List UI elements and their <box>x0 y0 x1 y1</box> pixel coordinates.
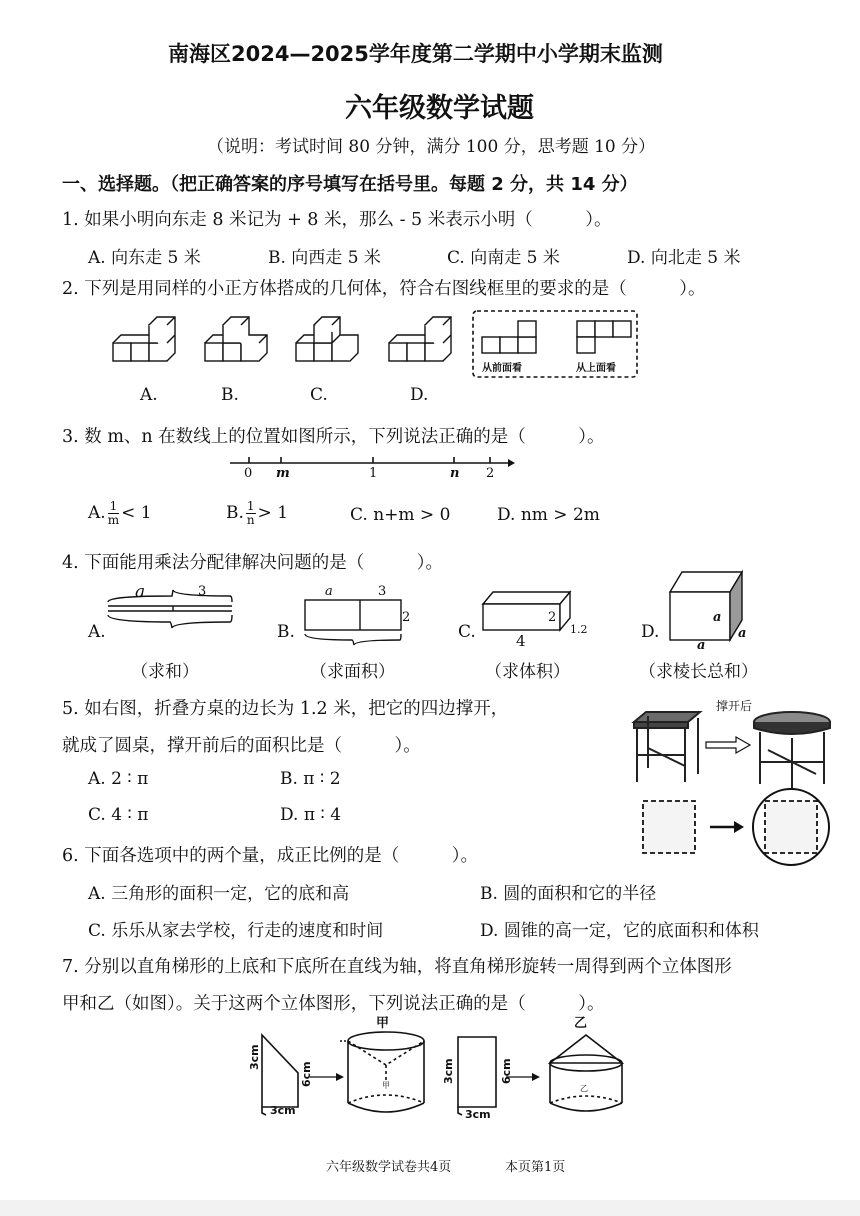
q2-label-a: A. <box>140 385 158 405</box>
q5-option-c: C. 4 ∶ π <box>88 805 149 825</box>
q3-stem: 3. 数 m、n 在数线上的位置如图所示，下列说法正确的是（ ）。 <box>62 427 605 447</box>
inner-label-yi: 乙 <box>580 1084 588 1093</box>
q4-letter-c: C. <box>458 622 476 642</box>
q3-option-a: A. $\frac{1}{m}$ < 1 <box>88 499 152 527</box>
axis-label-m: m <box>276 466 290 481</box>
q1-stem: 1. 如果小明向东走 8 米记为 + 8 米，那么 - 5 米表示小明（ ）。 <box>62 210 612 230</box>
q7-stem-line2: 甲和乙（如图）。关于这两个立体图形，下列说法正确的是（ ）。 <box>62 994 605 1014</box>
inner-label-jia: 甲 <box>382 1081 390 1090</box>
q7-solids <box>240 1025 620 1125</box>
section-heading: 一、选择题。（把正确答案的序号填写在括号里。每题 2 分，共 14 分） <box>62 174 638 195</box>
q5-option-b: B. π ∶ 2 <box>280 769 341 789</box>
q3-option-c: C. n+m > 0 <box>350 505 451 525</box>
round-table-illustration <box>754 712 830 790</box>
q4-figures <box>100 580 820 660</box>
figure-b-rectangle <box>305 600 401 645</box>
trapezoid-b <box>458 1037 496 1115</box>
cube-figure-a <box>113 317 175 361</box>
solid-jia <box>340 1032 424 1112</box>
figure-a-segments <box>108 590 232 628</box>
square-top-view <box>643 801 695 853</box>
c-label-1-2: 1.2 <box>570 623 588 636</box>
cube-figure-d <box>389 317 451 361</box>
q4-stem: 4. 下面能用乘法分配律解决问题的是（ ）。 <box>62 553 444 573</box>
axis-label-2: 2 <box>486 466 495 481</box>
q5-figure-label: 撑开后 <box>716 699 753 713</box>
q4-caption-b: （求面积） <box>310 662 395 682</box>
q7-stem-line1: 7. 分别以直角梯形的上底和下底所在直线为轴，将直角梯形旋转一周得到两个立体图形 <box>62 957 732 977</box>
b-label-2: 2 <box>402 610 411 625</box>
c-label-2: 2 <box>548 610 557 625</box>
axis-label-1: 1 <box>369 466 378 481</box>
q3-option-d: D. nm > 2m <box>497 505 600 525</box>
q3-option-b: B. $\frac{1}{n}$ > 1 <box>226 499 289 527</box>
q6-option-c: C. 乐乐从家去学校，行走的速度和时间 <box>88 921 384 941</box>
cube-figure-c <box>296 317 358 361</box>
q1-option-d: D. 向北走 5 米 <box>627 248 741 268</box>
q6-option-a: A. 三角形的面积一定，它的底和高 <box>88 884 350 904</box>
trapezoid-a <box>262 1035 298 1115</box>
q6-stem: 6. 下面各选项中的两个量，成正比例的是（ ）。 <box>62 846 479 866</box>
page-bottom-edge <box>0 1200 860 1216</box>
front-view-grid <box>482 321 536 353</box>
label-yi: 乙 <box>574 1016 588 1031</box>
figure-c-cuboid <box>483 592 570 630</box>
unfold-arrow <box>706 737 750 753</box>
c-label-4: 4 <box>516 632 526 650</box>
d-label-a-bottom: a <box>697 638 706 653</box>
top-view-label: 从上面看 <box>576 363 616 374</box>
d-label-a-side: a <box>738 626 747 641</box>
q4-caption-a: （求和） <box>131 662 199 682</box>
axis-label-n: n <box>450 466 460 481</box>
dim-left-jia: 3cm <box>248 1044 261 1070</box>
exam-note: （说明：考试时间 80 分钟，满分 100 分，思考题 10 分） <box>207 137 656 157</box>
figure-d-cube <box>670 572 742 640</box>
q5-table-figures <box>628 700 833 860</box>
q5-option-a: A. 2 ∶ π <box>88 769 149 789</box>
q2-label-c: C. <box>310 385 328 405</box>
axis-label-0: 0 <box>244 466 253 481</box>
q2-label-d: D. <box>410 385 429 405</box>
footer-total-pages: 六年级数学试卷共4页 <box>326 1160 452 1175</box>
q4-caption-c: （求体积） <box>485 662 570 682</box>
arrow-a <box>310 1073 344 1081</box>
exam-title: 南海区2024—2025学年度第二学期中小学期末监测 <box>168 42 663 66</box>
cube-figure-b <box>205 317 267 361</box>
q4-letter-d: D. <box>641 622 660 642</box>
dim-right-jia: 6cm <box>300 1061 313 1087</box>
q4-letter-a: A. <box>88 622 106 642</box>
q2-stem: 2. 下列是用同样的小正方体搭成的几何体，符合右图线框里的要求的是（ ）。 <box>62 279 706 299</box>
q6-option-d: D. 圆锥的高一定，它的底面积和体积 <box>480 921 759 941</box>
q5-option-d: D. π ∶ 4 <box>280 805 342 825</box>
front-view-label: 从前面看 <box>482 363 522 374</box>
q4-letter-b: B. <box>277 622 295 642</box>
q5-stem-line1: 5. 如右图，折叠方桌的边长为 1.2 米，把它的四边撑开， <box>62 699 509 719</box>
a-label-a: a <box>135 582 146 602</box>
top-view-grid <box>577 321 631 353</box>
b-label-3: 3 <box>378 584 387 599</box>
exam-subtitle: 六年级数学试题 <box>345 93 534 124</box>
q6-option-b: B. 圆的面积和它的半径 <box>480 884 657 904</box>
transform-arrow <box>710 821 744 833</box>
q1-option-a: A. 向东走 5 米 <box>88 248 201 268</box>
label-jia: 甲 <box>376 1016 390 1031</box>
dim-left-yi: 3cm <box>442 1058 455 1084</box>
q4-caption-d: （求棱长总和） <box>639 662 758 682</box>
q1-option-b: B. 向西走 5 米 <box>268 248 381 268</box>
q2-cube-figures <box>105 315 645 385</box>
square-table-illustration <box>634 712 700 782</box>
dim-bottom-jia: 3cm <box>270 1104 296 1117</box>
q5-stem-line2: 就成了圆桌，撑开前后的面积比是（ ）。 <box>62 736 421 756</box>
q2-label-b: B. <box>221 385 239 405</box>
d-label-a-front: a <box>713 610 722 625</box>
a-label-3: 3 <box>198 584 207 599</box>
dim-right-yi: 6cm <box>500 1058 513 1084</box>
footer-page-number: 本页第1页 <box>505 1160 566 1175</box>
solid-yi <box>550 1035 622 1111</box>
b-label-a: a <box>325 584 333 599</box>
q1-option-c: C. 向南走 5 米 <box>447 248 560 268</box>
dim-bottom-yi: 3cm <box>465 1108 491 1121</box>
inner-square <box>765 801 817 853</box>
